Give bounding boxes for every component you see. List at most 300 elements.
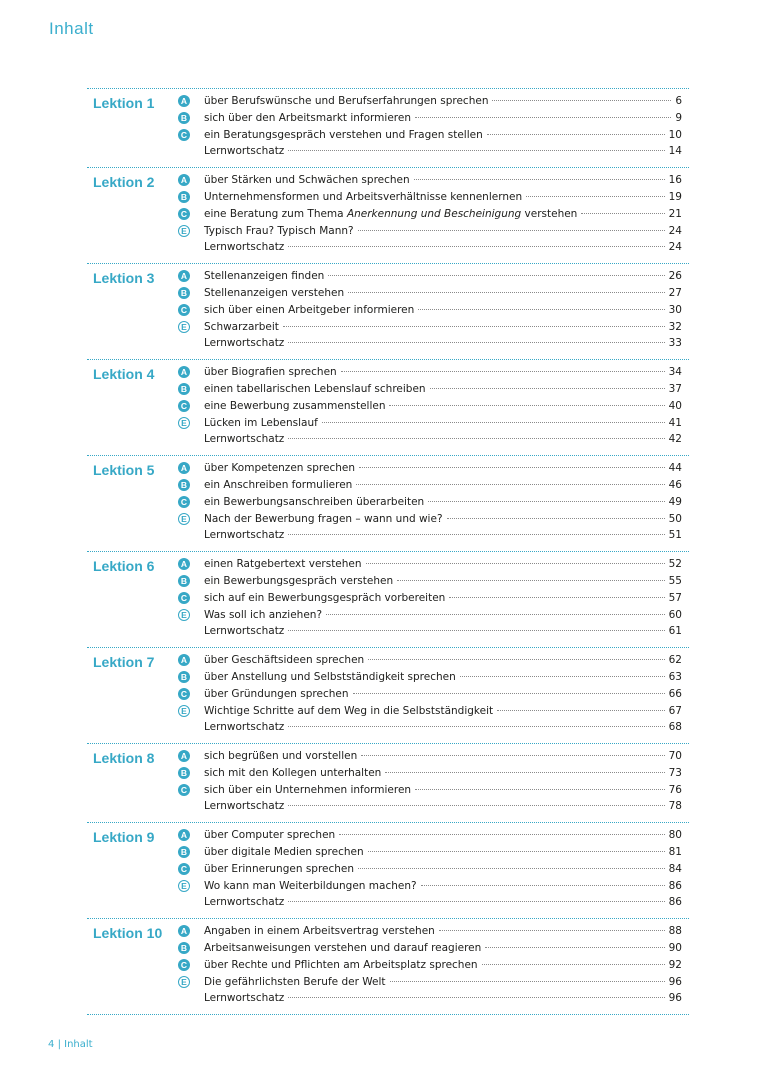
toc-entry[interactable]	[87, 720, 689, 737]
entry-title	[204, 766, 381, 781]
entry-page-number: 96	[668, 992, 682, 1005]
toc-entry[interactable]	[87, 478, 689, 495]
toc-entry[interactable]	[87, 828, 689, 845]
entry-line	[204, 432, 682, 447]
dot-leader	[353, 693, 665, 694]
footer-section: Inhalt	[64, 1039, 93, 1050]
entry-page-number: 63	[668, 670, 682, 683]
toc-entry[interactable]	[87, 365, 689, 382]
section-badge-b: B	[178, 191, 190, 203]
toc-entry[interactable]	[87, 608, 689, 625]
entry-title	[204, 574, 393, 589]
entry-line	[204, 461, 682, 476]
entry-title-text: über digitale Medien sprechen	[204, 846, 364, 859]
entry-title	[204, 783, 411, 798]
entry-page-number: 51	[668, 529, 682, 542]
section-badge-a: A	[178, 366, 190, 378]
entry-title-text: einen Ratgebertext verstehen	[204, 558, 362, 571]
toc-entry[interactable]	[87, 286, 689, 303]
entry-title-text: über Berufswünsche und Berufserfahrungen sprechen	[204, 95, 489, 107]
entry-line	[204, 895, 682, 910]
entry-title-text: Arbeitsanweisungen verstehen und darauf reagieren	[204, 942, 482, 955]
entry-page-number: 80	[668, 829, 682, 842]
entry-title	[204, 958, 478, 973]
section-badge-a: A	[178, 925, 190, 937]
entry-title-text: Wo kann man Weiterbildungen machen?	[204, 879, 417, 892]
toc-entry[interactable]	[87, 495, 689, 512]
toc-entry[interactable]	[87, 240, 689, 257]
dot-leader	[581, 213, 664, 214]
entry-title	[204, 528, 284, 543]
entry-page-number: 66	[668, 687, 682, 700]
entry-line	[204, 528, 682, 543]
dot-leader	[449, 597, 664, 598]
section-badge-e: E	[178, 321, 190, 333]
dot-leader	[288, 534, 664, 535]
entry-title-text: Typisch Frau? Typisch Mann?	[204, 224, 354, 237]
entry-line	[204, 320, 682, 335]
lesson-title: Lektion 6	[93, 558, 155, 575]
entry-title	[204, 557, 362, 572]
section-badge-c: C	[178, 129, 190, 141]
entry-title	[204, 720, 284, 735]
entry-page-number: 90	[668, 942, 682, 955]
toc-entry[interactable]	[87, 94, 689, 111]
dot-leader	[485, 947, 664, 948]
entry-title-text: über Biografien sprechen	[204, 366, 337, 379]
lesson-block	[87, 89, 689, 167]
toc-entry[interactable]	[87, 975, 689, 992]
section-badge-b: B	[178, 575, 190, 587]
entry-page-number: 33	[668, 337, 682, 350]
entry-title	[204, 862, 354, 877]
entry-line	[204, 286, 682, 301]
entry-page-number: 81	[668, 846, 682, 859]
dot-leader	[341, 371, 665, 372]
dot-leader	[428, 501, 664, 502]
toc-entry[interactable]	[87, 557, 689, 574]
dot-leader	[526, 196, 665, 197]
entry-title-text: Lernwortschatz	[204, 433, 285, 446]
section-badge-e: E	[178, 513, 190, 525]
entry-page-number: 26	[668, 270, 682, 283]
toc-entry[interactable]	[87, 399, 689, 416]
entry-title	[204, 382, 426, 397]
entry-line	[204, 749, 682, 764]
toc-entry[interactable]	[87, 924, 689, 941]
section-badge-b: B	[178, 479, 190, 491]
entry-title	[204, 416, 318, 431]
section-badge-a: A	[178, 750, 190, 762]
entry-title	[204, 941, 481, 956]
entry-title-text: eine Beratung zum Thema	[204, 207, 347, 220]
entry-title-text: Was soll ich anziehen?	[204, 608, 323, 621]
entry-title	[204, 975, 386, 990]
entry-title	[204, 879, 417, 894]
dot-leader	[492, 100, 671, 101]
entry-page-number: 67	[668, 704, 682, 717]
entry-title-text: Lernwortschatz	[204, 337, 285, 350]
entry-page-number: 40	[668, 399, 682, 412]
entry-line	[204, 190, 682, 205]
dot-leader	[430, 388, 665, 389]
dot-leader	[397, 580, 665, 581]
entry-line	[204, 173, 682, 188]
entry-page-number: 44	[668, 462, 682, 475]
entry-title	[204, 704, 493, 719]
entry-page-number: 62	[668, 654, 682, 667]
toc-entry[interactable]	[87, 879, 689, 896]
section-badge-a: A	[178, 558, 190, 570]
entry-title-text: Lernwortschatz	[204, 529, 285, 542]
entry-title	[204, 512, 443, 527]
entry-page-number: 14	[668, 145, 682, 158]
dot-leader	[482, 964, 665, 965]
entry-title-italic: Anerkennung und Bescheinigung	[346, 207, 522, 220]
dot-leader	[460, 676, 665, 677]
toc-entry[interactable]	[87, 749, 689, 766]
entry-page-number: 86	[668, 879, 682, 892]
entry-title	[204, 895, 284, 910]
entry-line	[204, 574, 682, 589]
toc-entry[interactable]	[87, 190, 689, 207]
entry-title-text: sich über einen Arbeitgeber informieren	[204, 303, 415, 316]
section-badge-b: B	[178, 767, 190, 779]
section-badge-e: E	[178, 225, 190, 237]
entry-title	[204, 320, 279, 335]
section-badge-c: C	[178, 784, 190, 796]
dot-leader	[288, 342, 664, 343]
entry-line	[204, 128, 682, 143]
toc-entry[interactable]	[87, 799, 689, 816]
entry-page-number: 49	[668, 495, 682, 508]
dot-leader	[415, 789, 665, 790]
toc-entry[interactable]	[87, 862, 689, 879]
toc-entry[interactable]	[87, 624, 689, 641]
entry-title	[204, 461, 355, 476]
section-badge-b: B	[178, 383, 190, 395]
entry-page-number: 68	[668, 721, 682, 734]
toc-entry[interactable]	[87, 653, 689, 670]
entry-page-number: 96	[668, 975, 682, 988]
entry-title-text: Schwarzarbeit	[204, 320, 279, 333]
lesson-block	[87, 360, 689, 455]
entry-title	[204, 591, 445, 606]
entry-page-number: 88	[668, 925, 682, 938]
lesson-block	[87, 552, 689, 647]
entry-line	[204, 704, 682, 719]
dot-leader	[288, 901, 664, 902]
entry-line	[204, 416, 682, 431]
lesson-block	[87, 919, 689, 1014]
toc-entry[interactable]	[87, 224, 689, 241]
lesson-title: Lektion 10	[93, 925, 163, 942]
toc-entry[interactable]	[87, 591, 689, 608]
entry-page-number: 55	[668, 574, 682, 587]
entry-title	[204, 303, 414, 318]
section-divider	[87, 1014, 689, 1015]
entry-page-number: 10	[668, 128, 682, 141]
entry-page-number: 73	[668, 766, 682, 779]
entry-title	[204, 687, 349, 702]
section-badge-a: A	[178, 174, 190, 186]
entry-page-number: 46	[668, 478, 682, 491]
entry-title-text: über Gründungen sprechen	[204, 687, 349, 700]
toc-entry[interactable]	[87, 670, 689, 687]
entry-title-text: sich über ein Unternehmen informieren	[204, 783, 412, 796]
footer-page-number: 4	[48, 1039, 55, 1050]
entry-title-text: Lücken im Lebenslauf	[204, 416, 318, 429]
dot-leader	[361, 755, 664, 756]
entry-line	[204, 941, 682, 956]
entry-page-number: 19	[668, 190, 682, 203]
entry-title-text: über Computer sprechen	[204, 829, 336, 842]
section-badge-b: B	[178, 846, 190, 858]
section-badge-c: C	[178, 304, 190, 316]
entry-page-number: 60	[668, 608, 682, 621]
entry-line	[204, 303, 682, 318]
section-badge-c: C	[178, 688, 190, 700]
entry-line	[204, 144, 682, 159]
section-badge-a: A	[178, 654, 190, 666]
dot-leader	[389, 405, 664, 406]
lesson-block	[87, 648, 689, 743]
entry-title-text: Lernwortschatz	[204, 896, 285, 909]
entry-title-text: über Erinnerungen sprechen	[204, 862, 355, 875]
dot-leader	[288, 246, 664, 247]
toc-entry[interactable]	[87, 845, 689, 862]
entry-title	[204, 749, 357, 764]
dot-leader	[439, 930, 665, 931]
entry-title	[204, 94, 488, 109]
entry-page-number: 61	[668, 625, 682, 638]
entry-title	[204, 224, 354, 239]
lesson-block	[87, 168, 689, 263]
entry-title-text: über Rechte und Pflichten am Arbeitsplatz sprechen	[204, 958, 478, 971]
section-badge-c: C	[178, 208, 190, 220]
toc-entry[interactable]	[87, 528, 689, 545]
section-badge-b: B	[178, 287, 190, 299]
entry-title-text: Stellenanzeigen verstehen	[204, 286, 345, 299]
entry-title-text: über Anstellung und Selbstständigkeit sprechen	[204, 670, 456, 683]
dot-leader	[283, 326, 665, 327]
dot-leader	[390, 981, 665, 982]
entry-title	[204, 432, 284, 447]
toc-entry[interactable]	[87, 269, 689, 286]
entry-line	[204, 766, 682, 781]
section-badge-c: C	[178, 863, 190, 875]
entry-line	[204, 624, 682, 639]
entry-page-number: 27	[668, 286, 682, 299]
entry-title	[204, 173, 410, 188]
entry-title	[204, 269, 324, 284]
dot-leader	[359, 467, 665, 468]
entry-title-text: Wichtige Schritte auf dem Weg in die Selbstständigkeit	[204, 704, 494, 717]
toc-entry[interactable]	[87, 303, 689, 320]
dot-leader	[288, 438, 664, 439]
entry-title	[204, 624, 284, 639]
toc-entry[interactable]	[87, 941, 689, 958]
entry-line	[204, 399, 682, 414]
entry-line	[204, 670, 682, 685]
entry-title-text: über Kompetenzen sprechen	[204, 462, 355, 475]
toc-entry[interactable]	[87, 382, 689, 399]
entry-title-text: Die gefährlichsten Berufe der Welt	[204, 975, 386, 988]
dot-leader	[288, 997, 664, 998]
entry-line	[204, 111, 682, 126]
lesson-title: Lektion 1	[93, 95, 155, 111]
section-badge-b: B	[178, 671, 190, 683]
toc-entry[interactable]	[87, 895, 689, 912]
section-badge-c: C	[178, 400, 190, 412]
entry-page-number: 50	[668, 512, 682, 525]
lesson-title: Lektion 9	[93, 829, 155, 846]
dot-leader	[358, 230, 665, 231]
dot-leader	[368, 851, 665, 852]
entry-title-text: Angaben in einem Arbeitsvertrag verstehen	[204, 925, 435, 938]
entry-title	[204, 799, 284, 814]
toc-entry[interactable]	[87, 207, 689, 224]
entry-title	[204, 670, 456, 685]
entry-page-number: 6	[675, 95, 682, 107]
lesson-title: Lektion 2	[93, 174, 155, 191]
dot-leader	[487, 134, 665, 135]
entry-title	[204, 478, 352, 493]
entry-title	[204, 128, 483, 143]
section-badge-b: B	[178, 942, 190, 954]
entry-title-text: Unternehmensformen und Arbeitsverhältnisse kennenlernen	[204, 190, 523, 203]
toc-entry[interactable]	[87, 766, 689, 783]
entry-title-text: sich über den Arbeitsmarkt informieren	[204, 111, 411, 124]
entry-title-text: Lernwortschatz	[204, 721, 285, 734]
entry-line	[204, 845, 682, 860]
entry-line	[204, 720, 682, 735]
section-badge-e: E	[178, 417, 190, 429]
entry-title-text: Lernwortschatz	[204, 625, 285, 638]
dot-leader	[339, 834, 664, 835]
entry-title-text: über Geschäftsideen sprechen	[204, 654, 365, 667]
toc-entry[interactable]	[87, 144, 689, 161]
entry-line	[204, 862, 682, 877]
entry-title-text: ein Anschreiben formulieren	[204, 478, 353, 491]
toc-entry[interactable]	[87, 320, 689, 337]
entry-title-text: ein Bewerbungsgespräch verstehen	[204, 574, 394, 587]
dot-leader	[418, 309, 664, 310]
entry-line	[204, 687, 682, 702]
table-of-contents	[87, 88, 689, 1015]
entry-title	[204, 365, 337, 380]
dot-leader	[326, 614, 665, 615]
dot-leader	[288, 150, 664, 151]
entry-title	[204, 991, 284, 1006]
entry-page-number: 30	[668, 303, 682, 316]
section-badge-c: C	[178, 959, 190, 971]
dot-leader	[322, 422, 665, 423]
entry-title	[204, 286, 344, 301]
entry-title-text-after: verstehen	[521, 207, 578, 220]
entry-line	[204, 365, 682, 380]
toc-entry[interactable]	[87, 783, 689, 800]
toc-entry[interactable]	[87, 958, 689, 975]
toc-entry[interactable]	[87, 432, 689, 449]
entry-line	[204, 958, 682, 973]
entry-title-text: Lernwortschatz	[204, 992, 285, 1005]
section-badge-a: A	[178, 95, 190, 107]
entry-line	[204, 828, 682, 843]
entry-title-text: sich mit den Kollegen unterhalten	[204, 766, 382, 779]
entry-line	[204, 799, 682, 814]
section-badge-c: C	[178, 496, 190, 508]
entry-title-text: Lernwortschatz	[204, 241, 285, 254]
dot-leader	[368, 659, 664, 660]
lesson-title: Lektion 5	[93, 462, 155, 479]
dot-leader	[415, 117, 671, 118]
entry-title	[204, 495, 424, 510]
entry-page-number: 32	[668, 320, 682, 333]
entry-line	[204, 207, 682, 222]
entry-page-number: 84	[668, 862, 682, 875]
entry-page-number: 86	[668, 896, 682, 909]
entry-line	[204, 240, 682, 255]
dot-leader	[288, 726, 664, 727]
toc-entry[interactable]	[87, 128, 689, 145]
entry-page-number: 37	[668, 382, 682, 395]
entry-line	[204, 975, 682, 990]
toc-entry[interactable]	[87, 336, 689, 353]
toc-entry[interactable]	[87, 512, 689, 529]
entry-page-number: 57	[668, 591, 682, 604]
toc-entry[interactable]	[87, 687, 689, 704]
section-badge-b: B	[178, 112, 190, 124]
entry-title-text: Lernwortschatz	[204, 145, 285, 158]
entry-line	[204, 269, 682, 284]
entry-line	[204, 495, 682, 510]
entry-line	[204, 991, 682, 1006]
section-badge-a: A	[178, 462, 190, 474]
toc-entry[interactable]	[87, 416, 689, 433]
toc-entry[interactable]	[87, 991, 689, 1008]
entry-line	[204, 879, 682, 894]
entry-title-text: über Stärken und Schwächen sprechen	[204, 174, 410, 187]
toc-entry[interactable]	[87, 574, 689, 591]
entry-title	[204, 653, 364, 668]
section-badge-e: E	[178, 880, 190, 892]
entry-title	[204, 111, 411, 126]
toc-entry[interactable]	[87, 111, 689, 128]
entry-title-text: sich begrüßen und vorstellen	[204, 750, 358, 763]
entry-line	[204, 224, 682, 239]
lesson-block	[87, 456, 689, 551]
dot-leader	[328, 275, 664, 276]
entry-page-number: 52	[668, 558, 682, 571]
dot-leader	[421, 885, 665, 886]
entry-title	[204, 828, 335, 843]
toc-entry[interactable]	[87, 704, 689, 721]
toc-entry[interactable]	[87, 173, 689, 190]
section-badge-c: C	[178, 592, 190, 604]
entry-line	[204, 512, 682, 527]
entry-title	[204, 608, 322, 623]
entry-line	[204, 382, 682, 397]
dot-leader	[356, 484, 664, 485]
footer-separator: |	[57, 1039, 61, 1050]
toc-entry[interactable]	[87, 461, 689, 478]
entry-line	[204, 608, 682, 623]
entry-line	[204, 783, 682, 798]
section-badge-e: E	[178, 609, 190, 621]
entry-line	[204, 557, 682, 572]
entry-line	[204, 478, 682, 493]
